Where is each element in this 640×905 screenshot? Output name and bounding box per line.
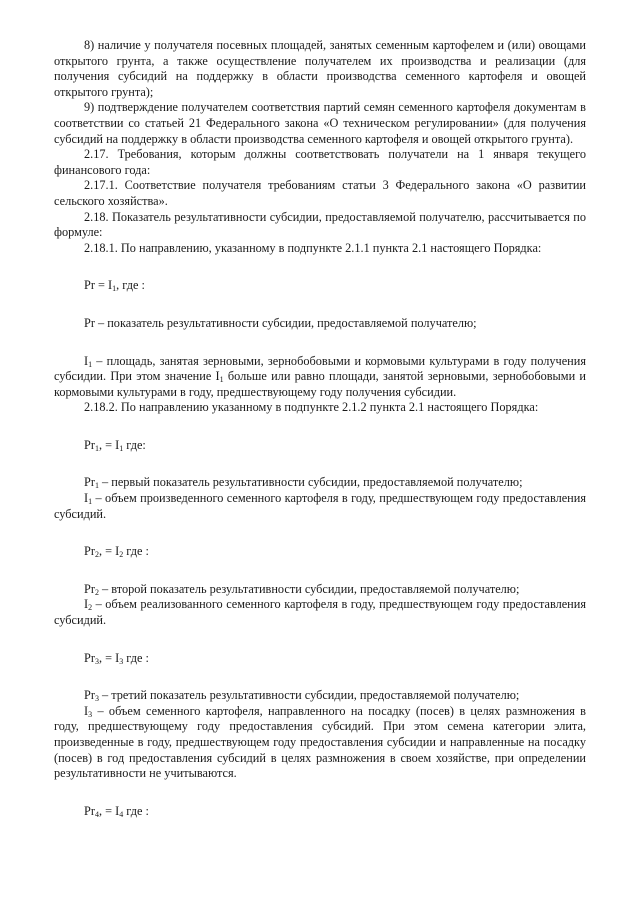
formula-5: $Pr_4$, = $I_4$ где : xyxy=(84,803,149,819)
formula-1: $Pr = I_1$, где : xyxy=(84,278,145,294)
formula-3-def-pr: $Pr_2$ – второй показатель результативности субсидии, предоставляемой получателю; xyxy=(84,581,520,597)
formula-1-def-pr: Pr – показатель результативности субсидии, предоставляемой получателю; xyxy=(84,315,477,330)
clause-2-17: 2.17. Требования, которым должны соответствовать получатели на 1 января текущего финансового года: xyxy=(54,147,586,177)
formula-3-def-i: $I_2$ – объем реализованного семенного картофеля в году, предшествующем году предоставления субсидий. xyxy=(54,597,586,628)
formula-4-def-pr: $Pr_3$ – третий показатель результативности субсидии, предоставляемой получателю; xyxy=(84,688,520,704)
formula-2-def-i: $I_1$ – объем произведенного семенного картофеля в году, предшествующем году предоставления субсидий. xyxy=(54,491,586,521)
clause-2-18-1: 2.18.1. По направлению, указанному в подпункте 2.1.1 пункта 2.1 настоящего Порядка: xyxy=(84,240,542,255)
document-page xyxy=(54,38,586,819)
item-9: 9) подтверждение получателем соответствия партий семян семенного картофеля документам в соответствии со статьей 21 Федерального закона «О техническом регулировании» (для получения субсидий на поддержку в области производства семенного картофеля и овощей открытого грунта). xyxy=(54,100,586,146)
clause-2-18-2: 2.18.2. По направлению указанному в подпункте 2.1.2 пункта 2.1 настоящего Порядка: xyxy=(84,400,539,415)
item-8: 8) наличие у получателя посевных площадей, занятых семенным картофелем и (или) овощами открытого грунта, а также осуществление получателем их производства и реализации (для получения субсидий на поддержку в области производства семенного картофеля и овощей открытого грунта); xyxy=(54,38,586,99)
clause-2-17-1: 2.17.1. Соответствие получателя требованиям статьи 3 Федерального закона «О развитии сельского хозяйства». xyxy=(54,178,586,208)
formula-2-def-pr: $Pr_1$ – первый показатель результативности субсидии, предоставляемой получателю; xyxy=(84,475,523,491)
formula-4-def-i: $I_3$ – объем семенного картофеля, направленного на посадку (посев) в целях размножения в году, предшествующему году предоставления субсидий. При этом семена категории элита, произведенные в году, предшествующем году предоставления субсидии и направленные на посадку (посев) в год предоставления субсидий в целях размножения в своем хозяйстве, при определении результативности не учитываются. xyxy=(54,703,586,781)
formula-4: $Pr_3$, = $I_3$ где : xyxy=(84,650,149,666)
clause-2-18: 2.18. Показатель результативности субсидии, предоставляемой получателю, рассчитывается по формуле: xyxy=(54,209,586,240)
formula-2: $Pr_1$, = $I_1$ где: xyxy=(84,437,146,453)
formula-3: $Pr_2$, = $I_2$ где : xyxy=(84,544,149,560)
formula-1-def-i: $I_1$ – площадь, занятая зерновыми, зернобобовыми и кормовыми культурами в году получения субсидии. При этом значение $I_1$ больше или равно площади, занятой зерновыми, зернобобовыми и кормовыми культурами в году, предшествующему году получения субсидии. xyxy=(54,353,586,399)
